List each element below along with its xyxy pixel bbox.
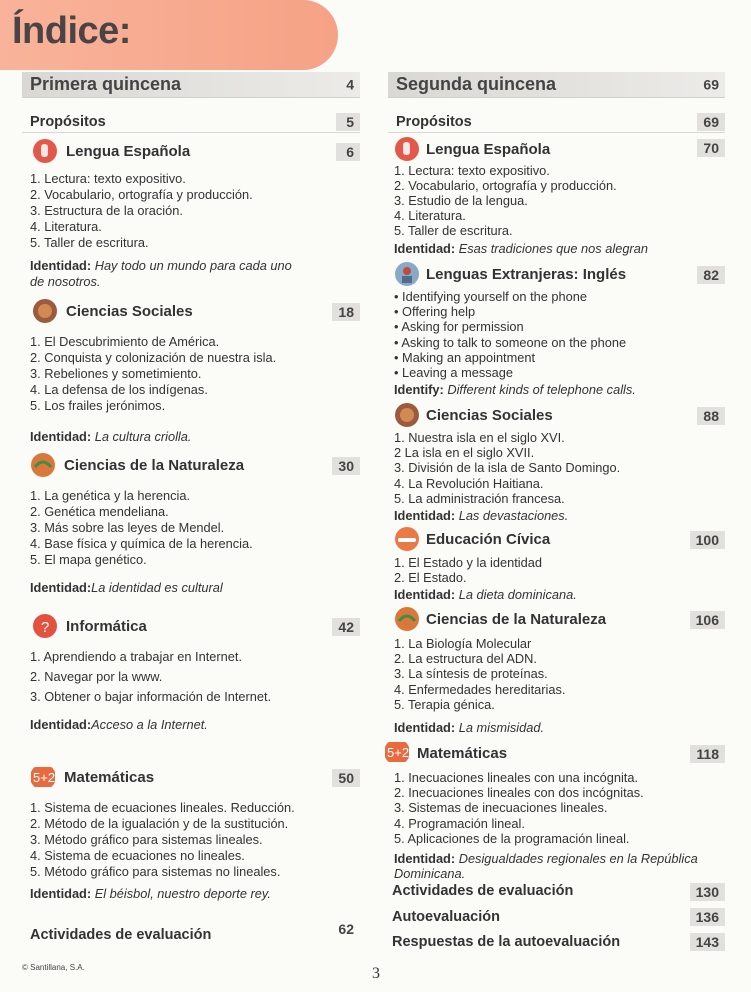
topic-list [30, 647, 271, 707]
plant-globe-icon [30, 452, 56, 478]
hands-icon [394, 526, 420, 552]
svg-text:5+2: 5+2 [387, 745, 410, 760]
list-item: 3. Obtener o bajar información de Internet. [30, 689, 272, 704]
identidad-label: Identidad: [30, 258, 92, 273]
identidad-line [30, 886, 271, 901]
svg-text:?: ? [41, 619, 50, 636]
identidad-text: Different kinds of telephone calls. [447, 382, 636, 397]
list-item: 5. Aplicaciones de la programación lineal. [394, 830, 630, 846]
identidad-text: El béisbol, nuestro deporte rey. [94, 886, 271, 901]
list-item: • Making an appointment [394, 349, 536, 365]
propositos-label[interactable]: Propósitos [30, 114, 106, 130]
identidad-line [394, 382, 636, 397]
divider [388, 132, 725, 133]
section-title[interactable]: Educación Cívica [426, 531, 551, 548]
section-title[interactable]: Lengua Española [426, 141, 551, 158]
list-item: 2. Genética mendeliana. [30, 504, 169, 519]
section-lengua [22, 140, 360, 289]
page-number: 106 [690, 611, 725, 629]
identidad-label: Identidad: [30, 886, 92, 901]
page-number: 70 [697, 139, 725, 157]
list-item: 2. Vocabulario, ortografía y producción. [30, 187, 253, 202]
identidad-line [394, 587, 577, 602]
autoevaluacion-link[interactable]: Autoevaluación [392, 909, 500, 925]
page-number: 18 [332, 303, 360, 321]
speaker-icon [394, 261, 420, 287]
section-title[interactable]: Informática [66, 618, 147, 635]
list-item: • Leaving a message [394, 365, 514, 381]
list-item: 4. La defensa de los indígenas. [30, 382, 208, 397]
identidad-line [394, 508, 568, 523]
list-item: 3. Más sobre las leyes de Mendel. [30, 520, 225, 535]
identidad-text: La identidad es cultural [91, 580, 223, 595]
identidad-text: Acceso a la Internet. [91, 717, 208, 732]
page-title: Índice: [12, 10, 131, 52]
list-item: 1. Nuestra isla en el siglo XVI. [394, 430, 565, 445]
propositos-label[interactable]: Propósitos [396, 114, 472, 130]
list-item: 5. La administración francesa. [394, 490, 565, 506]
topic-list [394, 555, 542, 585]
identidad-text: La mismisidad. [458, 720, 545, 735]
page-number: 143 [690, 933, 725, 951]
left-column [22, 72, 360, 943]
list-item: • Asking to talk to someone on the phone [394, 334, 627, 350]
identidad-line [394, 851, 698, 881]
page-number: 30 [332, 457, 360, 475]
globe-people-icon [394, 402, 420, 428]
identidad-label: Identidad: [394, 241, 456, 256]
list-item: • Asking for permission [394, 319, 524, 335]
page-number: 50 [332, 769, 360, 787]
actividades-evaluacion-link[interactable]: Actividades de evaluación [392, 883, 574, 899]
page-number: 6 [336, 143, 360, 161]
list-item: 5. Los frailes jerónimos. [30, 398, 166, 413]
list-item: 1. Sistema de ecuaciones lineales. Reducción. [30, 800, 295, 815]
page-number: 69 [703, 76, 719, 92]
list-item: 4. Sistema de ecuaciones no lineales. [30, 848, 245, 863]
page-number: 88 [697, 407, 725, 425]
identidad-line [394, 241, 648, 256]
section-title[interactable]: Matemáticas [417, 745, 508, 762]
page-number-footer: 3 [372, 965, 380, 982]
identidad-label: Identidad: [30, 429, 92, 444]
page-number: 5 [336, 113, 360, 131]
list-item: 3. Rebeliones y sometimiento. [30, 366, 202, 381]
identidad-text: La cultura criolla. [94, 429, 192, 444]
identidad-text: Desigualdades regionales en la República [458, 851, 698, 866]
list-item: 4. Literatura. [394, 208, 466, 223]
topic-list [394, 289, 626, 380]
section-title[interactable]: Ciencias Sociales [426, 407, 553, 424]
list-item: 2 La isla en el siglo XVII. [394, 445, 535, 461]
list-item: 3. La síntesis de proteínas. [394, 666, 548, 682]
page-number: 62 [338, 921, 354, 937]
copyright-footer: © Santillana, S.A. [22, 963, 85, 972]
identidad-line [30, 429, 191, 444]
list-item: • Identifying yourself on the phone [394, 289, 588, 304]
list-item: 1. Aprendiendo a trabajar en Internet. [30, 649, 243, 664]
right-column [387, 72, 725, 950]
list-item: 1. Lectura: texto expositivo. [394, 163, 550, 178]
page-number: 130 [690, 883, 725, 901]
hand-writing-icon [32, 138, 58, 164]
topic-list [30, 800, 295, 880]
list-item: 5. Método gráfico para sistemas no lineales. [30, 864, 281, 879]
list-item: 1. El Estado y la identidad [394, 555, 542, 570]
quincena-label: Segunda quincena [396, 74, 557, 94]
svg-text:5+2: 5+2 [33, 770, 56, 785]
list-item: 4. Base física y química de la herencia. [30, 536, 253, 551]
identidad-label: Identidad: [394, 508, 456, 523]
list-item: 2. Conquista y colonización de nuestra isla. [30, 350, 277, 365]
segunda-quincena-header[interactable] [388, 72, 725, 98]
list-item: 3. Estudio de la lengua. [394, 193, 528, 208]
actividades-evaluacion-link[interactable]: Actividades de evaluación [30, 927, 212, 943]
list-item: 2. El Estado. [394, 570, 467, 586]
topic-list [30, 334, 276, 414]
topic-list [30, 171, 253, 251]
list-item: 2. Vocabulario, ortografía y producción. [394, 178, 617, 193]
identidad-text: Las devastaciones. [458, 508, 569, 523]
section-title[interactable]: Ciencias de la Naturaleza [64, 457, 245, 474]
page-number: 136 [690, 908, 725, 926]
list-item: 5. Taller de escritura. [30, 235, 149, 250]
hand-writing-icon [394, 136, 420, 162]
list-item: 1. Lectura: texto expositivo. [30, 171, 186, 186]
identidad-label: Identidad: [30, 717, 92, 732]
identidad-line [30, 258, 292, 290]
quincena-label: Primera quincena [30, 74, 182, 94]
list-item: 3. División de la isla de Santo Domingo. [394, 460, 621, 476]
identidad-line [30, 717, 208, 732]
list-item: 1. Inecuaciones lineales con una incógnita. [394, 770, 639, 785]
globe-people-icon [32, 298, 58, 324]
identidad-label: Identidad: [30, 580, 92, 595]
identidad-line [30, 580, 223, 595]
divider [22, 132, 360, 133]
list-item: 1. El Descubrimiento de América. [30, 334, 220, 349]
topic-list [394, 636, 565, 712]
plant-globe-icon [394, 606, 420, 632]
list-item: 1. La genética y la herencia. [30, 488, 191, 503]
list-item: 2. Método de la igualación y de la sustitución. [30, 816, 289, 831]
page-number: 100 [690, 531, 725, 549]
identidad-text: Dominicana. [394, 866, 466, 881]
topic-list [394, 430, 620, 506]
list-item: 4. Enfermedades hereditarias. [394, 681, 566, 697]
list-item: 4. La Revolución Haitiana. [394, 475, 544, 491]
list-item: 5. El mapa genético. [30, 552, 147, 567]
identidad-label: Identidad: [394, 720, 456, 735]
identidad-text: Esas tradiciones que nos alegran [458, 241, 648, 256]
list-item: 2. Navegar por la www. [30, 669, 163, 684]
page-number: 82 [697, 266, 725, 284]
numbers-icon [384, 739, 410, 765]
mouse-question-icon [32, 613, 58, 639]
list-item: 1. La Biología Molecular [394, 636, 532, 651]
list-item: 3. Estructura de la oración. [30, 203, 183, 218]
section-title[interactable]: Lengua Española [66, 143, 191, 160]
numbers-icon [30, 764, 56, 790]
identidad-line [394, 720, 544, 735]
list-item: 3. Sistemas de inecuaciones lineales. [394, 800, 608, 816]
list-item: 5. Taller de escritura. [394, 223, 513, 238]
identidad-text: de nosotros. [30, 274, 101, 289]
topic-list [30, 488, 253, 568]
section-title[interactable]: Matemáticas [64, 769, 155, 786]
topic-list [394, 770, 644, 846]
section-title[interactable]: Lenguas Extranjeras: Inglés [426, 266, 627, 283]
page-number: 4 [346, 76, 354, 92]
topic-list [394, 163, 617, 238]
list-item: 2. La estructura del ADN. [394, 651, 537, 667]
section-title[interactable]: Ciencias Sociales [66, 303, 193, 320]
identidad-text: Hay todo un mundo para cada uno [94, 258, 292, 273]
identidad-label: Identidad: [394, 851, 456, 866]
list-item: 4. Literatura. [30, 219, 102, 234]
page-number: 69 [697, 113, 725, 131]
page-number: 42 [332, 618, 360, 636]
identidad-label: Identidad: [394, 587, 456, 602]
identidad-label: Identify: [394, 382, 444, 397]
list-item: 4. Programación lineal. [394, 815, 525, 831]
list-item: 3. Método gráfico para sistemas lineales. [30, 832, 263, 847]
section-title[interactable]: Ciencias de la Naturaleza [426, 611, 607, 628]
identidad-text: La dieta dominicana. [458, 587, 577, 602]
list-item: 5. Terapia génica. [394, 696, 495, 712]
primera-quincena-header[interactable] [22, 72, 360, 98]
page-number: 118 [690, 745, 725, 763]
list-item: 2. Inecuaciones lineales con dos incógnitas. [394, 785, 644, 801]
list-item: • Offering help [394, 304, 476, 320]
respuestas-autoevaluacion-link[interactable]: Respuestas de la autoevaluación [392, 934, 621, 950]
